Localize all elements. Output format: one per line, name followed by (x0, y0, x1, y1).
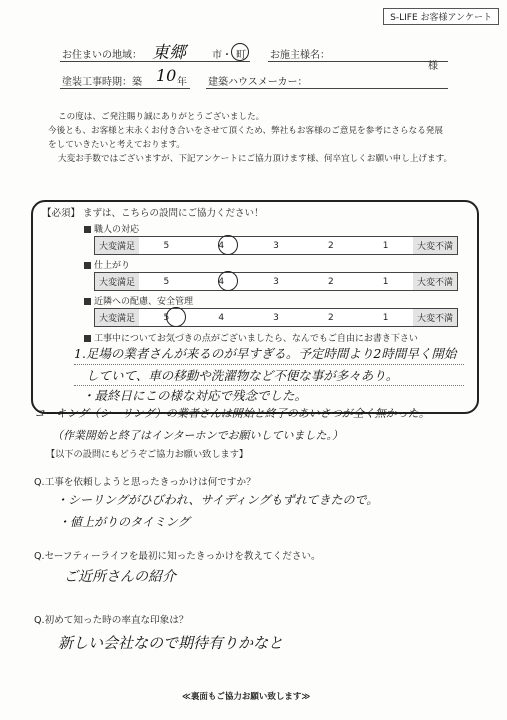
selected-rating-circle (218, 271, 238, 291)
sama-label: 様 (428, 61, 438, 72)
footer-note: ≪裏面もご協力お願い致します≫ (182, 692, 311, 702)
rating-option[interactable]: 2 (327, 276, 334, 287)
address-underline (60, 61, 250, 62)
answer-line: ・シーリングがひびわれ、サイディングもずれてきたので。 (56, 493, 379, 507)
age-label: 塗装工事時期：築 (62, 77, 142, 88)
city-label: 市・ (212, 50, 232, 61)
comment-line: （作業開始と終了はインターホンでお願いしていました。） (52, 429, 344, 442)
bullet-icon (84, 226, 91, 233)
answer-line: ・値上がりのタイミング (58, 515, 190, 529)
intro-line: をしていきたいと考えております。 (48, 140, 185, 150)
comment-line: していて、車の移動や洗濯物など不便な事が多々あり。 (86, 368, 399, 383)
followup-title: 【以下の設問にもどうぞご協力お願い致します】 (46, 449, 249, 460)
rating-right-label: 大変不満 (413, 237, 457, 254)
intro-line: 大変お手数ではございますが、下記アンケートにご協力頂けます様、何卒宜しくお願い申し上げます。 (58, 154, 453, 164)
rating-left-label: 大変満足 (95, 273, 139, 290)
comment-title (84, 331, 418, 344)
age-value: 10 (156, 66, 177, 85)
intro-line: 今後とも、お客様と末永くお付き合いをさせて頂くため、弊社もお客様のご意見を参考にさらなる発展 (48, 126, 443, 136)
rating-option[interactable]: 3 (273, 312, 279, 323)
rating-option[interactable]: 1 (382, 240, 389, 251)
comment-line: 1.足場の業者さんが来るのが早すぎる。予定時間より2時間早く開始 (74, 346, 457, 361)
rating-left-label: 大変満足 (95, 237, 139, 254)
rating-option[interactable]: 2 (327, 312, 334, 323)
name-underline (268, 61, 448, 62)
question-label: Q.初めて知った時の率直な印象は？ (34, 615, 189, 626)
rating-option[interactable]: 2 (327, 240, 334, 251)
rating-left-label: 大変満足 (95, 309, 139, 326)
question-label: Q.セーフティーライフを最初に知ったきっかけを教えてください。 (34, 551, 321, 562)
rating-option[interactable]: 5 (163, 312, 170, 323)
age-underline (60, 88, 190, 89)
town-circle-mark (231, 43, 249, 61)
builder-underline (206, 88, 448, 89)
rating-option[interactable]: 1 (382, 312, 389, 323)
rating-option[interactable]: 5 (163, 240, 170, 251)
section-title (84, 294, 193, 307)
rating-option[interactable]: 4 (218, 276, 225, 287)
comment-line: コーキング（シーリング）の業者さんは開始と終了のあいさつが全く無かった。 (34, 407, 430, 420)
intro-line: この度は、ご発注賜り誠にありがとうございました。 (58, 112, 265, 122)
rating-option[interactable]: 4 (218, 312, 225, 323)
comment-line: ・最終日にこの様な対応で残念でした。 (82, 388, 308, 403)
client-name-label: お施主様名： (270, 50, 330, 61)
rating-row-craftsman[interactable] (94, 236, 458, 255)
comment-title-text: 工事中についてお気づきの点がございましたら、なんでもご自由にお書き下さい (94, 334, 418, 344)
answer-line: ご近所さんの紹介 (64, 569, 176, 585)
bullet-icon (84, 298, 91, 305)
required-title: 【必須】 まずは、こちらの設問にご協力ください！ (42, 208, 264, 219)
rating-row-finish[interactable] (94, 272, 458, 291)
rating-option[interactable]: 3 (273, 276, 279, 287)
rating-row-neighbors[interactable] (94, 308, 458, 327)
rating-option[interactable]: 4 (218, 240, 225, 251)
rating-option[interactable]: 5 (163, 276, 170, 287)
section-title-text: 職人の対応 (94, 225, 140, 235)
address-value: 東郷 (152, 43, 186, 63)
selected-rating-circle (166, 307, 186, 327)
section-title (84, 258, 130, 271)
town-label: 町 (236, 50, 246, 61)
selected-rating-circle (218, 235, 238, 255)
rating-option[interactable]: 3 (273, 240, 279, 251)
builder-label: 建築ハウスメーカー： (208, 77, 308, 88)
section-title-text: 近隣への配慮、安全管理 (94, 297, 194, 307)
age-unit: 年 (177, 77, 187, 88)
section-title-text: 仕上がり (94, 261, 131, 271)
intro-paragraph (48, 110, 488, 166)
address-label: お住まいの地域： (62, 50, 142, 61)
section-title (84, 222, 139, 235)
comment-rule (74, 364, 464, 365)
question-label: Q.工事を依頼しようと思ったきっかけは何ですか？ (34, 477, 256, 488)
rating-right-label: 大変不満 (413, 309, 457, 326)
rating-option[interactable]: 1 (382, 276, 389, 287)
bullet-icon (84, 335, 91, 342)
bullet-icon (84, 262, 91, 269)
rating-right-label: 大変不満 (413, 273, 457, 290)
survey-brand-label: S-LIFE お客様アンケート (383, 8, 499, 25)
answer-line: 新しい会社なので期待有りかなと (58, 634, 284, 652)
